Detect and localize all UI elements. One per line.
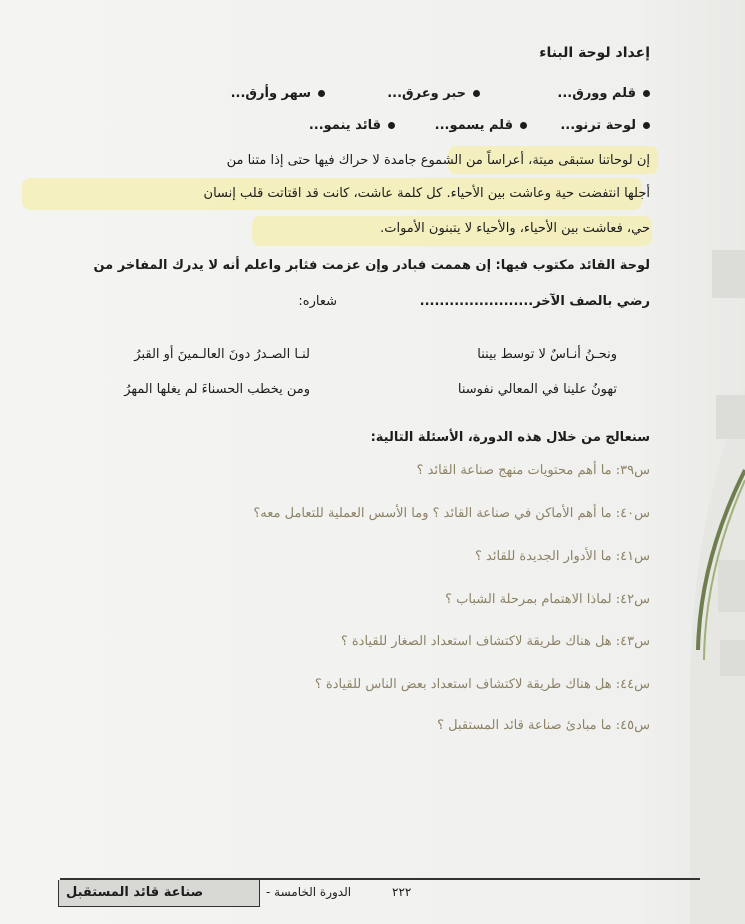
bullet-dot-icon [388,122,395,129]
bullet-item: قلم يسمو... [435,118,527,133]
question-item: س٤٢: لماذا الاهتمام بمرحلة الشباب ؟ [445,592,650,607]
question-item: س٤٥: ما مبادئ صناعة قائد المستقبل ؟ [437,718,650,733]
question-item: س٤٤: هل هناك طريقة لاكتشاف استعداد بعض الناس للقيادة ؟ [314,677,650,692]
leader-board-text-cont: رضي بالصف الآخر....................... [419,294,650,309]
slogan-label: شعاره: [298,294,337,309]
poem-verse-second-hemistich: لنـا الصـدرُ دونَ العالـمينَ أو القبرُ [134,347,310,362]
poem-verse-first-hemistich: ونحـنُ أنـاسٌ لا توسط بيننا [477,347,617,362]
paragraph-line: إن لوحاتنا ستبقى ميتة، أعراساً من الشموع جامدة لا حراك فيها حتى إذا متنا من [226,153,650,168]
poem-verse-first-hemistich: تهونُ علينا في المعالي نفوسنا [457,382,617,397]
questions-intro: سنعالج من خلال هذه الدورة، الأسئلة التالية: [370,430,650,445]
bullet-dot-icon [643,90,650,97]
bullet-item: حبر وعرق... [387,86,480,101]
bullet-item: لوحة ترنو... [560,118,650,133]
bullet-item: سهر وأرق... [231,86,325,101]
bullet-item: قائد ينمو... [309,118,395,133]
bullet-dot-icon [643,122,650,129]
page-number: ٢٢٢ [392,885,412,899]
footer-book-title: صناعة قائد المستقبل [66,885,204,900]
paragraph-line: حي، فعاشت بين الأحياء، والأحياء لا يتبنون الأموات. [380,221,650,236]
question-item: س٤٣: هل هناك طريقة لاكتشاف استعداد الصغار للقيادة ؟ [340,634,650,649]
leader-board-text: لوحة القائد مكتوب فيها: إن هممت فبادر وإن عزمت فثابر واعلم أنه لا يدرك المفاخر من [93,258,650,273]
footer-course: الدورة الخامسة - [266,885,352,899]
bullet-dot-icon [318,90,325,97]
bullet-item: قلم وورق... [557,86,650,101]
paragraph-line: أجلها انتفضت حية وعاشت بين الأحياء. كل كلمة عاشت، كانت قد اقتاتت قلب إنسان [203,186,650,201]
question-item: س٤١: ما الأدوار الجديدة للقائد ؟ [475,549,650,564]
poem-verse-second-hemistich: ومن يخطب الحسناءَ لم يغلها المهرُ [124,382,310,397]
bullet-dot-icon [473,90,480,97]
bullet-dot-icon [520,122,527,129]
section-title: إعداد لوحة البناء [539,45,650,61]
question-item: س٤٠: ما أهم الأماكن في صناعة القائد ؟ وما الأسس العملية للتعامل معه؟ [253,506,650,521]
question-item: س٣٩: ما أهم محتويات منهج صناعة القائد ؟ [416,463,650,478]
